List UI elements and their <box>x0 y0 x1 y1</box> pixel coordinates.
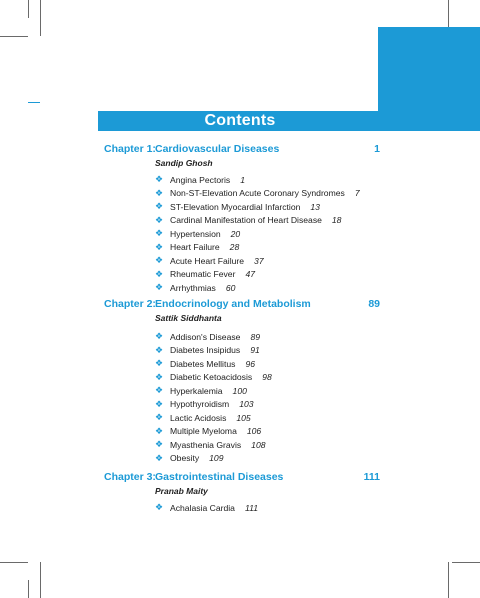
toc-entry-page: 111 <box>244 502 259 513</box>
crop-mark <box>40 0 41 36</box>
toc-entry-title: Multiple Myeloma <box>170 426 237 436</box>
chapter-author: Sattik Siddhanta <box>155 313 222 323</box>
chapter-heading[interactable] <box>104 143 382 157</box>
toc-entry-page: 106 <box>246 426 262 436</box>
toc-entry-page: 47 <box>245 269 255 279</box>
toc-entry[interactable] <box>155 384 247 397</box>
toc-entry-page: 98 <box>262 372 272 382</box>
toc-entry-title: ST-Elevation Myocardial Infarction <box>170 201 301 212</box>
diamond-bullet-icon: ❖ <box>155 385 164 395</box>
toc-entry[interactable] <box>155 200 320 213</box>
toc-entry[interactable] <box>155 173 245 186</box>
toc-entry-title: Diabetes Insipidus <box>170 345 241 355</box>
toc-entry[interactable] <box>155 344 260 357</box>
toc-entry-title: Hypothyroidism <box>170 399 230 409</box>
crop-mark <box>28 580 29 598</box>
toc-entry[interactable] <box>155 254 264 267</box>
toc-entry-page: 108 <box>251 439 266 450</box>
toc-entry-page: 28 <box>229 242 240 252</box>
toc-entry[interactable] <box>155 452 223 465</box>
diamond-bullet-icon: ❖ <box>155 371 164 382</box>
crop-mark <box>0 36 28 37</box>
chapter-title: Endocrinology and Metabolism <box>155 298 311 310</box>
toc-entry-title: Rheumatic Fever <box>170 269 236 279</box>
diamond-bullet-icon: ❖ <box>155 502 164 512</box>
toc-entry[interactable] <box>155 281 235 294</box>
toc-entry-page: 96 <box>245 358 255 369</box>
toc-entry[interactable] <box>155 227 240 240</box>
diamond-bullet-icon: ❖ <box>155 282 164 292</box>
toc-entry[interactable] <box>155 438 266 451</box>
diamond-bullet-icon: ❖ <box>155 214 164 225</box>
crop-mark <box>40 562 41 598</box>
toc-entry-page: 91 <box>250 345 260 355</box>
toc-entry[interactable] <box>155 398 254 411</box>
diamond-bullet-icon: ❖ <box>155 452 164 463</box>
toc-entry-title: Cardinal Manifestation of Heart Disease <box>170 215 322 225</box>
toc-entry-title: Acute Heart Failure <box>170 255 245 266</box>
chapter-number: Chapter 3: <box>104 471 156 483</box>
toc-entry-page: 13 <box>310 201 320 212</box>
toc-entry[interactable] <box>155 268 255 281</box>
diamond-bullet-icon: ❖ <box>155 187 164 198</box>
toc-entry-title: Addison's Disease <box>170 331 241 342</box>
page-title: Contents <box>204 112 276 129</box>
diamond-bullet-icon: ❖ <box>155 344 164 355</box>
toc-entry[interactable] <box>155 214 341 227</box>
toc-entry-page: 100 <box>232 385 247 396</box>
toc-entry-title: Non-ST-Elevation Acute Coronary Syndromes <box>170 188 345 198</box>
toc-entry-page: 60 <box>225 282 236 293</box>
toc-entry-title: Myasthenia Gravis <box>170 439 242 450</box>
chapter-author: Pranab Maity <box>155 486 208 496</box>
chapter-title: Cardiovascular Diseases <box>155 143 280 155</box>
toc-entry-title: Hypertension <box>170 228 221 239</box>
chapter-page-number: 89 <box>368 298 380 310</box>
chapter-page-number: 111 <box>363 471 380 483</box>
toc-entry-page: 1 <box>240 174 245 185</box>
corner-accent-block <box>378 27 480 131</box>
toc-entry[interactable] <box>155 411 251 424</box>
margin-accent-line <box>28 102 40 103</box>
toc-entry[interactable] <box>155 187 360 200</box>
crop-mark <box>452 562 480 563</box>
toc-entry-title: Diabetes Mellitus <box>170 358 236 369</box>
toc-entry-page: 20 <box>230 228 241 239</box>
diamond-bullet-icon: ❖ <box>155 398 164 409</box>
toc-entry-title: Lactic Acidosis <box>170 412 227 423</box>
diamond-bullet-icon: ❖ <box>155 268 164 279</box>
toc-entry-page: 37 <box>254 255 264 266</box>
toc-entry[interactable] <box>155 371 272 384</box>
chapter-heading[interactable] <box>104 298 382 312</box>
toc-entry-page: 7 <box>354 188 360 198</box>
toc-entry[interactable] <box>155 330 260 343</box>
toc-entry-title: Hyperkalemia <box>170 385 223 396</box>
toc-entry-page: 18 <box>331 215 342 225</box>
contents-banner <box>98 111 380 131</box>
toc-entry-title: Angina Pectoris <box>170 174 231 185</box>
toc-entry-page: 89 <box>250 331 260 342</box>
toc-entry-title: Achalasia Cardia <box>170 502 235 513</box>
toc-entry[interactable] <box>155 357 255 370</box>
toc-entry-page: 109 <box>209 453 224 463</box>
diamond-bullet-icon: ❖ <box>155 174 164 184</box>
diamond-bullet-icon: ❖ <box>155 358 164 368</box>
chapter-number: Chapter 2: <box>104 298 156 310</box>
diamond-bullet-icon: ❖ <box>155 241 164 252</box>
toc-entry-title: Arrhythmias <box>170 282 216 293</box>
diamond-bullet-icon: ❖ <box>155 228 164 238</box>
toc-entry[interactable] <box>155 241 239 254</box>
toc-entry-title: Diabetic Ketoacidosis <box>170 372 253 382</box>
crop-mark <box>448 562 449 598</box>
crop-mark <box>28 0 29 18</box>
diamond-bullet-icon: ❖ <box>155 201 164 211</box>
toc-entry[interactable] <box>155 501 258 514</box>
chapter-title: Gastrointestinal Diseases <box>155 471 284 483</box>
diamond-bullet-icon: ❖ <box>155 331 164 341</box>
diamond-bullet-icon: ❖ <box>155 412 164 422</box>
diamond-bullet-icon: ❖ <box>155 425 164 436</box>
chapter-heading[interactable] <box>104 471 382 485</box>
chapter-page-number: 1 <box>374 143 380 155</box>
toc-entry[interactable] <box>155 425 261 438</box>
diamond-bullet-icon: ❖ <box>155 439 164 449</box>
chapter-number: Chapter 1: <box>104 143 156 155</box>
crop-mark <box>0 562 28 563</box>
toc-entry-page: 105 <box>236 412 251 423</box>
diamond-bullet-icon: ❖ <box>155 255 164 265</box>
toc-entry-title: Obesity <box>170 453 200 463</box>
chapter-author: Sandip Ghosh <box>155 158 213 168</box>
toc-entry-title: Heart Failure <box>170 242 220 252</box>
toc-entry-page: 103 <box>239 399 254 409</box>
